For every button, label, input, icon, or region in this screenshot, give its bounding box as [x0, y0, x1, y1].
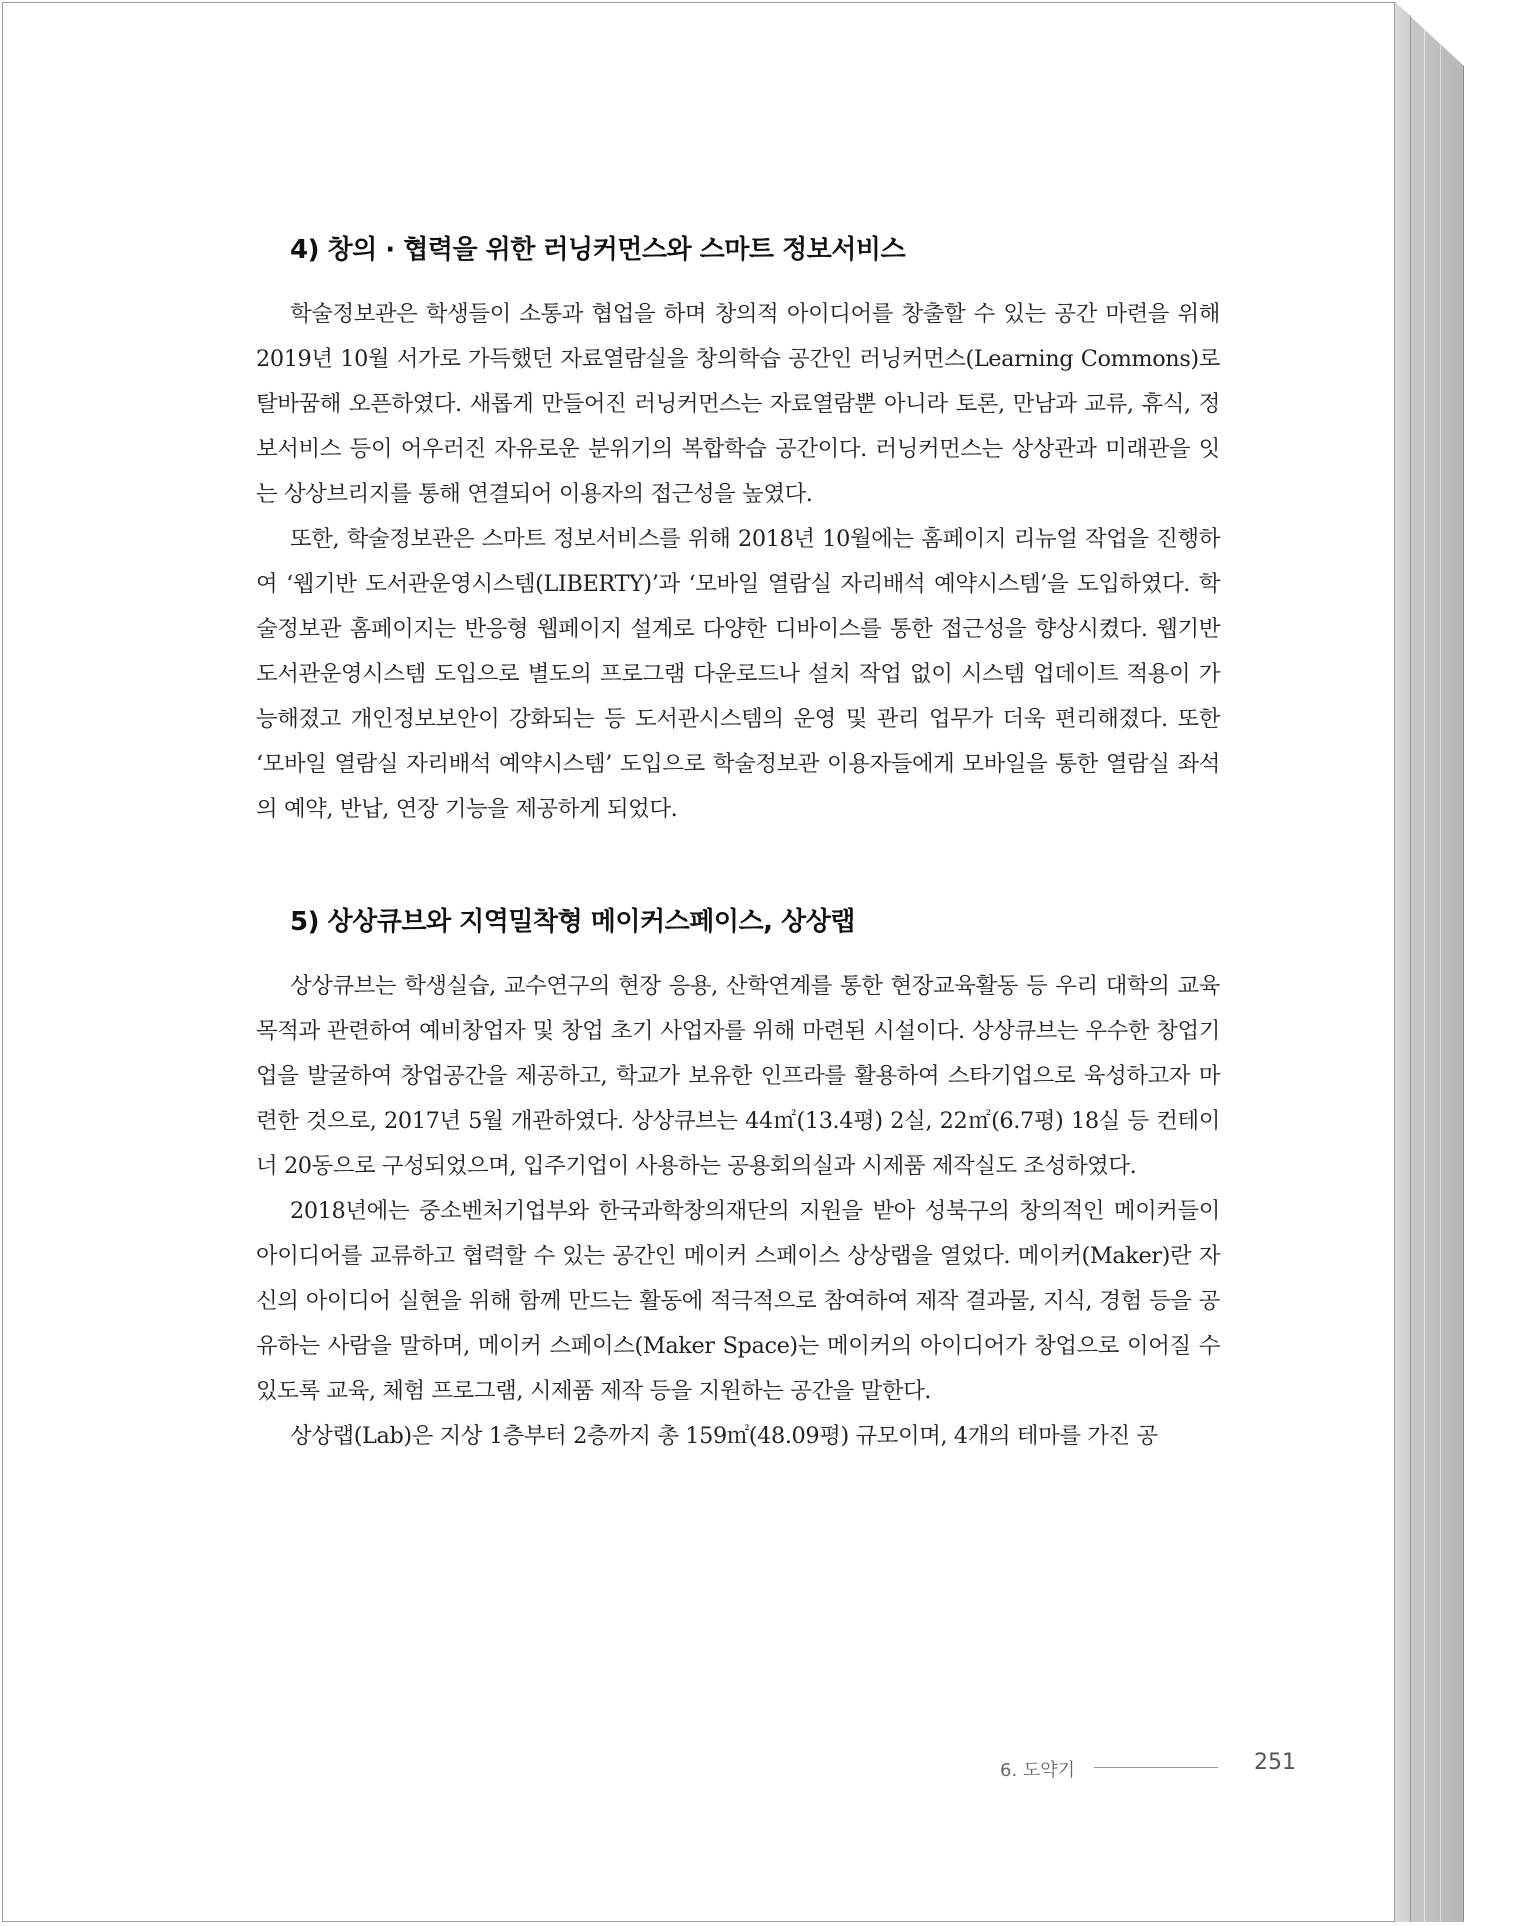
section-sangsang-cube: [256, 902, 1220, 1459]
page-edge-front: [1395, 2, 1411, 1922]
section-learning-commons: [256, 230, 1220, 832]
section-heading: 4) 창의 · 협력을 위한 러닝커먼스와 스마트 정보서비스: [290, 235, 906, 265]
paragraph: 상상랩(Lab)은 지상 1층부터 2층까지 총 159㎡(48.09평) 규모이며, 4개의 테마를 가진 공: [290, 1423, 1158, 1449]
chapter-label: 6. 도약기: [1000, 1760, 1076, 1781]
paragraph: 상상큐브는 학생실습, 교수연구의 현장 응용, 산학연계를 통한 현장교육활동 등 우리 대학의 교육 목적과 관련하여 예비창업자 및 창업 초기 사업자를 위해 마련된 시설이다. 상상큐브는 우수한 창업기업을 발굴하여 창업공간을 제공하고, 학교가 보유한 인프라를 활용하여 스타기업으로 육성하고자 마련한 것으로, 2017년 5월 개관하였다. 상상큐브는 44㎡(13.4평) 2실, 22㎡(6.7평) 18실 등 컨테이너 20동으로 구성되었으며, 입주기업이 사용하는 공용회의실과 시제품 제작실도 조성하였다.: [256, 973, 1220, 1179]
page-number: 251: [1254, 1750, 1296, 1775]
page-content: [256, 230, 1220, 1459]
paragraph: 또한, 학술정보관은 스마트 정보서비스를 위해 2018년 10월에는 홈페이지 리뉴얼 작업을 진행하여 ‘웹기반 도서관운영시스템(LIBERTY)’과 ‘모바일 열람실 자리배석 예약시스템’을 도입하였다. 학술정보관 홈페이지는 반응형 웹페이지 설계로 다양한 디바이스를 통한 접근성을 향상시켰다. 웹기반 도서관운영시스템 도입으로 별도의 프로그램 다운로드나 설치 작업 없이 시스템 업데이트 적용이 가능해졌고 개인정보보안이 강화되는 등 도서관시스템의 운영 및 관리 업무가 더욱 편리해졌다. 또한 ‘모바일 열람실 자리배석 예약시스템’ 도입으로 학술정보관 이용자들에게 모바일을 통한 열람실 좌석의 예약, 반납, 연장 기능을 제공하게 되었다.: [256, 526, 1220, 822]
paragraph: 2018년에는 중소벤처기업부와 한국과학창의재단의 지원을 받아 성북구의 창의적인 메이커들이 아이디어를 교류하고 협력할 수 있는 공간인 메이커 스페이스 상상랩을 열었다. 메이커(Maker)란 자신의 아이디어 실현을 위해 함께 만드는 활동에 적극적으로 참여하여 제작 결과물, 지식, 경험 등을 공유하는 사람을 말하며, 메이커 스페이스(Maker Space)는 메이커의 아이디어가 창업으로 이어질 수 있도록 교육, 체험 프로그램, 시제품 제작 등을 지원하는 공간을 말한다.: [256, 1198, 1220, 1404]
footer-divider: [1094, 1767, 1218, 1768]
page-footer: [1000, 1750, 1300, 1790]
paragraph: 학술정보관은 학생들이 소통과 협업을 하며 창의적 아이디어를 창출할 수 있는 공간 마련을 위해 2019년 10월 서가로 가득했던 자료열람실을 창의학습 공간인 러닝커먼스(Learning Commons)로 탈바꿈해 오픈하였다. 새롭게 만들어진 러닝커먼스는 자료열람뿐 아니라 토론, 만남과 교류, 휴식, 정보서비스 등이 어우러진 자유로운 분위기의 복합학습 공간이다. 러닝커먼스는 상상관과 미래관을 잇는 상상브리지를 통해 연결되어 이용자의 접근성을 높였다.: [256, 301, 1220, 507]
page-edge-back: [1410, 16, 1464, 1922]
section-heading: 5) 상상큐브와 지역밀착형 메이커스페이스, 상상랩: [290, 907, 855, 937]
